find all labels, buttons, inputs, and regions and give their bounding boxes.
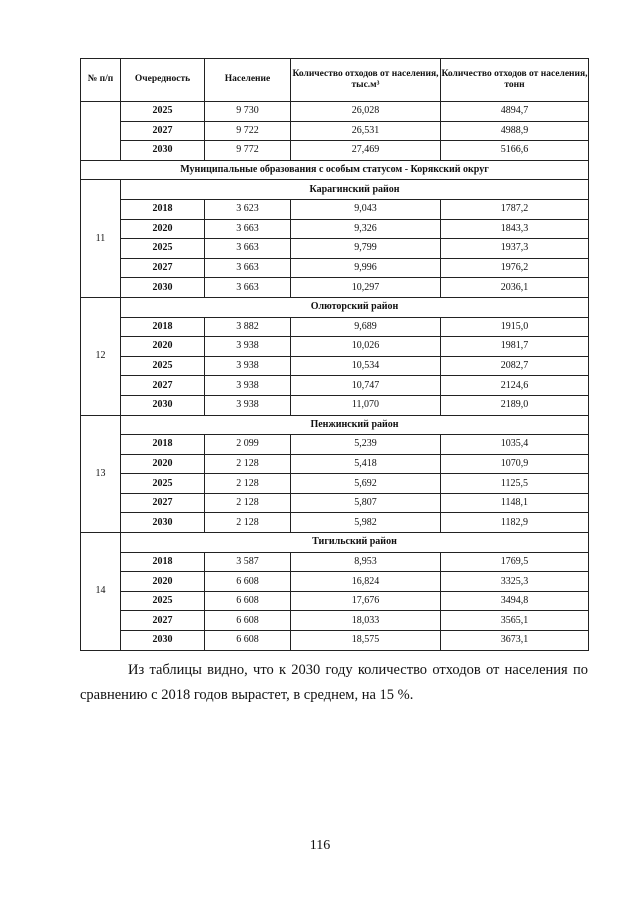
- year-cell: 2027: [121, 611, 205, 631]
- table-row: [81, 454, 589, 474]
- volume-cell: 10,534: [291, 356, 441, 376]
- mass-cell: 2082,7: [441, 356, 589, 376]
- population-cell: 3 938: [205, 376, 291, 396]
- row-number-cell: 12: [81, 297, 121, 415]
- volume-cell: 9,326: [291, 219, 441, 239]
- body-paragraph: [80, 658, 588, 708]
- mass-cell: 1787,2: [441, 199, 589, 219]
- district-title: Карагинский район: [121, 180, 589, 200]
- header-mass: Количество отходов от населения, тонн: [441, 59, 589, 102]
- year-cell: 2025: [121, 591, 205, 611]
- volume-cell: 26,531: [291, 121, 441, 141]
- row-number-cell: [81, 102, 121, 161]
- table-row: [81, 591, 589, 611]
- year-cell: 2027: [121, 258, 205, 278]
- population-cell: 6 608: [205, 591, 291, 611]
- volume-cell: 27,469: [291, 141, 441, 161]
- mass-cell: 1070,9: [441, 454, 589, 474]
- population-cell: 3 663: [205, 278, 291, 298]
- population-cell: 9 772: [205, 141, 291, 161]
- volume-cell: 9,043: [291, 199, 441, 219]
- year-cell: 2030: [121, 631, 205, 651]
- year-cell: 2030: [121, 395, 205, 415]
- mass-cell: 2124,6: [441, 376, 589, 396]
- waste-table: [80, 58, 589, 651]
- population-cell: 3 938: [205, 337, 291, 357]
- table-row: [81, 395, 589, 415]
- mass-cell: 4988,9: [441, 121, 589, 141]
- year-cell: 2018: [121, 317, 205, 337]
- population-cell: 9 730: [205, 102, 291, 122]
- volume-cell: 10,297: [291, 278, 441, 298]
- mass-cell: 1843,3: [441, 219, 589, 239]
- year-cell: 2027: [121, 376, 205, 396]
- population-cell: 2 128: [205, 493, 291, 513]
- volume-cell: 10,026: [291, 337, 441, 357]
- table-row: [81, 474, 589, 494]
- volume-cell: 5,692: [291, 474, 441, 494]
- row-number-cell: 14: [81, 533, 121, 651]
- year-cell: 2030: [121, 513, 205, 533]
- table-row: [81, 278, 589, 298]
- district-title-row: [81, 180, 589, 200]
- year-cell: 2025: [121, 356, 205, 376]
- year-cell: 2018: [121, 552, 205, 572]
- year-cell: 2018: [121, 199, 205, 219]
- mass-cell: 1915,0: [441, 317, 589, 337]
- mass-cell: 1937,3: [441, 239, 589, 259]
- volume-cell: 5,418: [291, 454, 441, 474]
- mass-cell: 3494,8: [441, 591, 589, 611]
- table-row: [81, 631, 589, 651]
- section-title-row: [81, 160, 589, 180]
- volume-cell: 9,799: [291, 239, 441, 259]
- table-row: [81, 199, 589, 219]
- mass-cell: 3565,1: [441, 611, 589, 631]
- district-title-row: [81, 415, 589, 435]
- mass-cell: 1035,4: [441, 435, 589, 455]
- volume-cell: 10,747: [291, 376, 441, 396]
- volume-cell: 5,239: [291, 435, 441, 455]
- table-row: [81, 102, 589, 122]
- mass-cell: 1182,9: [441, 513, 589, 533]
- mass-cell: 1148,1: [441, 493, 589, 513]
- mass-cell: 4894,7: [441, 102, 589, 122]
- year-cell: 2025: [121, 474, 205, 494]
- population-cell: 3 623: [205, 199, 291, 219]
- population-cell: 3 938: [205, 395, 291, 415]
- mass-cell: 3673,1: [441, 631, 589, 651]
- year-cell: 2020: [121, 219, 205, 239]
- table-row: [81, 572, 589, 592]
- table-row: [81, 356, 589, 376]
- header-population: Население: [205, 59, 291, 102]
- mass-cell: 1981,7: [441, 337, 589, 357]
- page-number: 116: [309, 838, 331, 853]
- table-row: [81, 258, 589, 278]
- population-cell: 3 587: [205, 552, 291, 572]
- table-row: [81, 141, 589, 161]
- year-cell: 2020: [121, 454, 205, 474]
- year-cell: 2025: [121, 102, 205, 122]
- year-cell: 2020: [121, 337, 205, 357]
- volume-cell: 5,982: [291, 513, 441, 533]
- mass-cell: 1125,5: [441, 474, 589, 494]
- population-cell: 6 608: [205, 611, 291, 631]
- district-title: Тигильский район: [121, 533, 589, 553]
- volume-cell: 26,028: [291, 102, 441, 122]
- population-cell: 6 608: [205, 572, 291, 592]
- district-title: Олюторский район: [121, 297, 589, 317]
- table-header-row: [81, 59, 589, 102]
- population-cell: 2 128: [205, 454, 291, 474]
- district-title-row: [81, 297, 589, 317]
- year-cell: 2030: [121, 278, 205, 298]
- mass-cell: 1976,2: [441, 258, 589, 278]
- volume-cell: 9,689: [291, 317, 441, 337]
- population-cell: 2 099: [205, 435, 291, 455]
- header-order: Очередность: [121, 59, 205, 102]
- row-number-cell: 13: [81, 415, 121, 533]
- volume-cell: 16,824: [291, 572, 441, 592]
- paragraph-line: Из таблицы видно, что к 2030 году количество отходов от населения по: [128, 662, 588, 678]
- mass-cell: 2189,0: [441, 395, 589, 415]
- population-cell: 2 128: [205, 513, 291, 533]
- header-num: № п/п: [81, 59, 121, 102]
- population-cell: 6 608: [205, 631, 291, 651]
- volume-cell: 5,807: [291, 493, 441, 513]
- table-row: [81, 376, 589, 396]
- population-cell: 3 882: [205, 317, 291, 337]
- mass-cell: 5166,6: [441, 141, 589, 161]
- population-cell: 2 128: [205, 474, 291, 494]
- volume-cell: 18,033: [291, 611, 441, 631]
- table-row: [81, 513, 589, 533]
- year-cell: 2020: [121, 572, 205, 592]
- volume-cell: 18,575: [291, 631, 441, 651]
- table-row: [81, 121, 589, 141]
- table-row: [81, 611, 589, 631]
- section-title: Муниципальные образования с особым статусом - Корякский округ: [81, 160, 589, 180]
- year-cell: 2025: [121, 239, 205, 259]
- volume-cell: 11,070: [291, 395, 441, 415]
- population-cell: 3 938: [205, 356, 291, 376]
- table-row: [81, 219, 589, 239]
- volume-cell: 8,953: [291, 552, 441, 572]
- table-row: [81, 239, 589, 259]
- population-cell: 9 722: [205, 121, 291, 141]
- mass-cell: 2036,1: [441, 278, 589, 298]
- paragraph-line: сравнению с 2018 годов вырастет, в среднем, на 15 %.: [80, 687, 414, 703]
- population-cell: 3 663: [205, 219, 291, 239]
- district-title-row: [81, 533, 589, 553]
- mass-cell: 1769,5: [441, 552, 589, 572]
- district-title: Пенжинский район: [121, 415, 589, 435]
- row-number-cell: 11: [81, 180, 121, 298]
- header-volume: Количество отходов от населения, тыс.м³: [291, 59, 441, 102]
- volume-cell: 17,676: [291, 591, 441, 611]
- table-row: [81, 317, 589, 337]
- year-cell: 2027: [121, 493, 205, 513]
- mass-cell: 3325,3: [441, 572, 589, 592]
- population-cell: 3 663: [205, 239, 291, 259]
- table-row: [81, 552, 589, 572]
- volume-cell: 9,996: [291, 258, 441, 278]
- table-row: [81, 435, 589, 455]
- year-cell: 2030: [121, 141, 205, 161]
- year-cell: 2018: [121, 435, 205, 455]
- table-row: [81, 337, 589, 357]
- table-row: [81, 493, 589, 513]
- year-cell: 2027: [121, 121, 205, 141]
- population-cell: 3 663: [205, 258, 291, 278]
